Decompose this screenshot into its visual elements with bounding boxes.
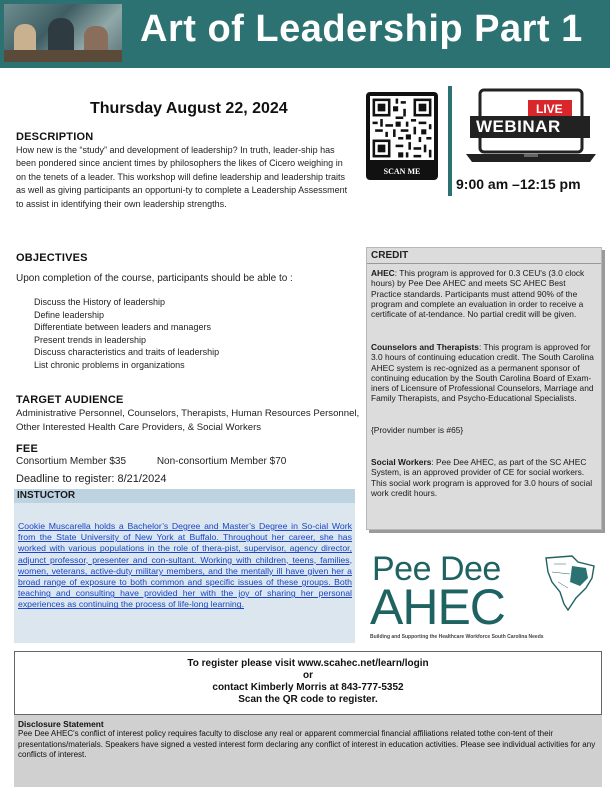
instructor-panel — [14, 489, 355, 643]
list-item: Differentiate between leaders and managers — [34, 322, 211, 333]
credit-heading: CREDIT — [367, 248, 601, 264]
credit-ahec: AHEC: This program is approved for 0.3 CEU's (3.0 clock hours) by Pee Dee AHEC and meets SC AHEC Best Practice standards. Participants must attend 90% of the program and complete an evaluation in order to receive a certificate of at-tendance. No partial credit will be given. — [371, 268, 585, 320]
audience-text: Administrative Personnel, Counselors, Therapists, Human Resources Personnel, Other Interested Health Care Providers, & Social Workers — [16, 408, 360, 433]
header-photo — [4, 4, 122, 62]
objectives-list — [34, 296, 219, 372]
credit-panel — [366, 247, 602, 530]
objectives-heading: OBJECTIVES — [16, 252, 88, 264]
page-title: Art of Leadership Part 1 — [140, 8, 583, 50]
registration-deadline: Deadline to register: 8/21/2024 — [16, 473, 167, 485]
header-banner — [0, 0, 610, 68]
list-item: Define leadership — [34, 309, 105, 320]
qr-code[interactable] — [366, 92, 438, 180]
live-webinar-graphic — [462, 86, 600, 166]
webinar-label: WEBINAR — [476, 117, 561, 136]
qr-code-icon — [370, 96, 434, 160]
divider — [448, 86, 452, 196]
list-item: Discuss characteristics and traits of leadership — [34, 347, 220, 358]
list-item: Discuss the History of leadership — [34, 297, 166, 307]
register-qr-line: Scan the QR code to register. — [238, 694, 378, 705]
description-heading: DESCRIPTION — [16, 131, 94, 143]
fee-row — [16, 456, 286, 467]
disclosure-heading: Disclosure Statement — [18, 719, 104, 729]
fee-heading: FEE — [16, 443, 38, 455]
list-item: Present trends in leadership — [34, 334, 147, 345]
disclosure-text: Pee Dee AHEC's conflict of interest policy requires faculty to disclose any real or apparent commercial financial affiliations related tothe con-tent of their presentations/materials. Speakers have signed a vested interest form declaring any conflict of interest in education activities. Please see individual activities for any conflicts of interest. — [18, 729, 596, 759]
credit-provider: {Provider number is #65} — [371, 425, 464, 435]
pee-dee-ahec-logo — [366, 548, 602, 650]
event-date: Thursday August 22, 2024 — [90, 100, 288, 117]
fee-nonmember: Non-consortium Member $70 — [156, 456, 287, 467]
credit-social-workers: Social Workers: Pee Dee AHEC, as part of the SC AHEC System, is an approved provider of CE for social workers. This social work program is approved for 3.0 hours of social work credit hours. — [371, 457, 593, 498]
logo-big: AHEC — [370, 579, 505, 635]
logo-tagline: Building and Supporting the Healthcare Workforce South Carolina Needs — [370, 634, 544, 640]
fee-member: Consortium Member $35 — [16, 456, 127, 467]
description-text: How new is the “study” and development of leadership? In truth, leader-ship has been pondered since ancient times by philosophers the likes of Cicero weighing in on the tenets of a leader. This workshop will define leadership and leadership traits as well as giving participants an opportuni-ty to complete a Leadership Assessment to assist in identifying their own leadership strengths. — [16, 145, 348, 209]
qr-label: SCAN ME — [383, 167, 421, 176]
disclosure-box — [14, 715, 602, 787]
register-or: or — [303, 670, 313, 681]
list-item: List chronic problems in organizations — [34, 359, 185, 370]
event-time: 9:00 am –12:15 pm — [456, 176, 581, 192]
audience-heading: TARGET AUDIENCE — [16, 394, 124, 406]
south-carolina-map-icon — [542, 552, 598, 616]
registration-box — [14, 651, 602, 715]
live-badge: LIVE — [536, 102, 563, 116]
logo-top: Pee Dee — [372, 550, 501, 588]
objectives-intro: Upon completion of the course, participants should be able to : — [16, 273, 293, 284]
credit-counselors: Counselors and Therapists: This program is approved for 3.0 hours of continuing education credit. The South Carolina AHEC system is rec-ognized as a permanent sponsor of continuing education by the South Carolina Board of Exam-iners of Licensure of Professional Counselors, Marriage and Family Therapists, and Psycho-Educational Specialists. — [371, 342, 594, 404]
register-contact: contact Kimberly Morris at 843-777-5352 — [212, 682, 404, 693]
instructor-bio-link[interactable]: Cookie Muscarella holds a Bachelor’s Degree and Master’s Degree in So-cial Work from the State University of New York at Buffalo. Throughout her career, she has worked with various populations in the role of thera-pist, supervisor, agency director, adjunct professor, presenter and con-sultant. Working with children, teens, families, women, veterans, active-duty military members, and the mentally ill have given her a broad range of exposure to both common and specific issues of these groups. Both teaching and consulting have provided her with the joy of sharing her personal experiences as continuing the process of life-long learning. — [18, 521, 352, 610]
instructor-heading: INSTUCTOR — [14, 489, 355, 503]
register-url-line[interactable]: To register please visit www.scahec.net/learn/login — [187, 658, 429, 669]
